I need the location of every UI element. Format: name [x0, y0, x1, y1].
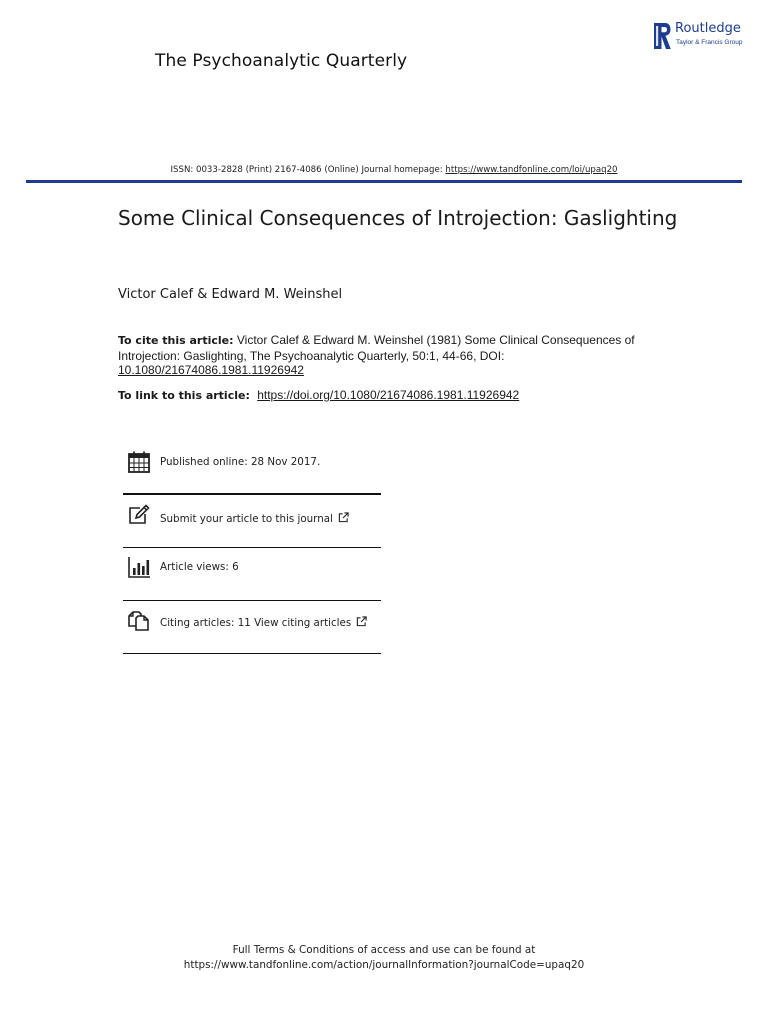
article-views: Article views: 6: [160, 561, 239, 573]
external-link-icon: [356, 616, 367, 627]
cite-doi-link[interactable]: 10.1080/21674086.1981.11926942: [118, 363, 304, 378]
submit-row[interactable]: [123, 503, 381, 533]
info-divider: [123, 493, 381, 495]
views-row: [123, 555, 381, 585]
info-divider: [123, 653, 381, 654]
external-link-icon: [338, 512, 349, 523]
cite-label: To cite this article:: [118, 334, 234, 347]
article-authors: Victor Calef & Edward M. Weinshel: [118, 287, 343, 302]
routledge-logo-icon: [653, 22, 671, 50]
citing-articles-link[interactable]: [160, 616, 367, 629]
publisher-tagline: Taylor & Francis Group: [676, 39, 743, 46]
calendar-icon: [127, 450, 151, 474]
citing-row[interactable]: [123, 608, 381, 638]
footer: [0, 943, 768, 973]
footer-terms-text: Full Terms & Conditions of access and use can be found at: [232, 944, 536, 956]
citing-label: Citing articles: 11 View citing articles: [160, 617, 352, 629]
publisher-logo[interactable]: [653, 20, 753, 52]
issn-line: [0, 165, 768, 175]
published-date: Published online: 28 Nov 2017.: [160, 456, 321, 468]
header-divider: [26, 180, 742, 183]
link-label: To link to this article:: [118, 389, 250, 402]
citing-icon: [127, 608, 151, 632]
issn-text: ISSN: 0033-2828 (Print) 2167-4086 (Online) Journal homepage:: [170, 165, 446, 175]
cite-text: Victor Calef & Edward M. Weinshel (1981) Some Clinical Consequences of Introjection: Gaslighting, The Psychoanalytic Quarterly, 50:1, 44-66, DOI:: [118, 333, 635, 363]
journal-title: The Psychoanalytic Quarterly: [155, 51, 408, 71]
published-row: [123, 450, 381, 480]
info-divider: [123, 547, 381, 548]
info-divider: [123, 600, 381, 601]
article-title: Some Clinical Consequences of Introjection: Gaslighting: [118, 206, 678, 230]
article-doi-link[interactable]: https://doi.org/10.1080/21674086.1981.11926942: [257, 388, 520, 402]
citation-block: [118, 333, 638, 378]
journal-homepage-link[interactable]: https://www.tandfonline.com/loi/upaq20: [445, 165, 618, 175]
submit-article-link[interactable]: [160, 512, 349, 525]
link-block: [118, 388, 519, 402]
publisher-name: Routledge: [675, 21, 741, 36]
edit-icon: [127, 503, 151, 527]
bar-chart-icon: [127, 555, 151, 579]
footer-terms-link[interactable]: https://www.tandfonline.com/action/journalInformation?journalCode=upaq20: [183, 959, 585, 971]
submit-label: Submit your article to this journal: [160, 513, 333, 525]
